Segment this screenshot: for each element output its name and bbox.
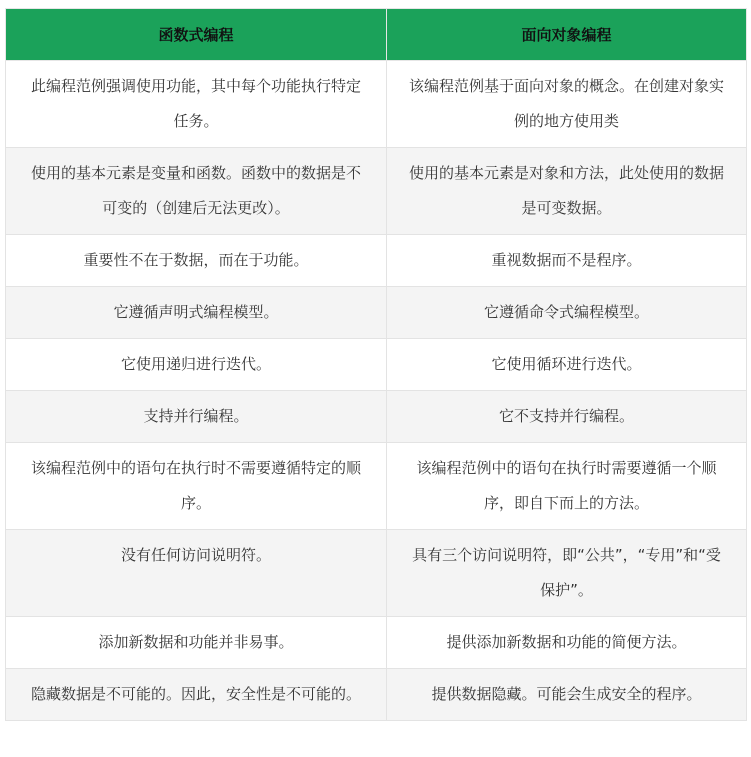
- header-functional-programming: 函数式编程: [6, 9, 387, 61]
- cell-oop: 该编程范例中的语句在执行时需要遵循一个顺序，即自下而上的方法。: [387, 443, 747, 530]
- table-row: [6, 339, 747, 391]
- cell-functional: 添加新数据和功能并非易事。: [6, 617, 387, 669]
- table-row: [6, 443, 747, 530]
- table-header-row: [6, 9, 747, 61]
- table-row: [6, 287, 747, 339]
- cell-oop: 提供添加新数据和功能的简便方法。: [387, 617, 747, 669]
- cell-oop: 它不支持并行编程。: [387, 391, 747, 443]
- table-row: [6, 530, 747, 617]
- cell-functional: 没有任何访问说明符。: [6, 530, 387, 617]
- cell-functional: 隐藏数据是不可能的。因此，安全性是不可能的。: [6, 669, 387, 721]
- table-row: [6, 669, 747, 721]
- table-row: [6, 148, 747, 235]
- comparison-table-container: [5, 8, 746, 721]
- cell-oop: 它使用循环进行迭代。: [387, 339, 747, 391]
- cell-functional: 它使用递归进行迭代。: [6, 339, 387, 391]
- cell-oop: 提供数据隐藏。可能会生成安全的程序。: [387, 669, 747, 721]
- cell-functional: 该编程范例中的语句在执行时不需要遵循特定的顺序。: [6, 443, 387, 530]
- cell-oop: 使用的基本元素是对象和方法，此处使用的数据是可变数据。: [387, 148, 747, 235]
- table-row: [6, 391, 747, 443]
- table-row: [6, 235, 747, 287]
- comparison-table: [5, 8, 747, 721]
- cell-oop: 它遵循命令式编程模型。: [387, 287, 747, 339]
- cell-functional: 它遵循声明式编程模型。: [6, 287, 387, 339]
- table-row: [6, 61, 747, 148]
- cell-oop: 重视数据而不是程序。: [387, 235, 747, 287]
- cell-functional: 使用的基本元素是变量和函数。函数中的数据是不可变的（创建后无法更改）。: [6, 148, 387, 235]
- cell-functional: 支持并行编程。: [6, 391, 387, 443]
- cell-functional: 此编程范例强调使用功能，其中每个功能执行特定任务。: [6, 61, 387, 148]
- cell-functional: 重要性不在于数据，而在于功能。: [6, 235, 387, 287]
- header-object-oriented-programming: 面向对象编程: [387, 9, 747, 61]
- cell-oop: 具有三个访问说明符，即“公共”，“专用”和“受保护”。: [387, 530, 747, 617]
- cell-oop: 该编程范例基于面向对象的概念。在创建对象实例的地方使用类: [387, 61, 747, 148]
- table-row: [6, 617, 747, 669]
